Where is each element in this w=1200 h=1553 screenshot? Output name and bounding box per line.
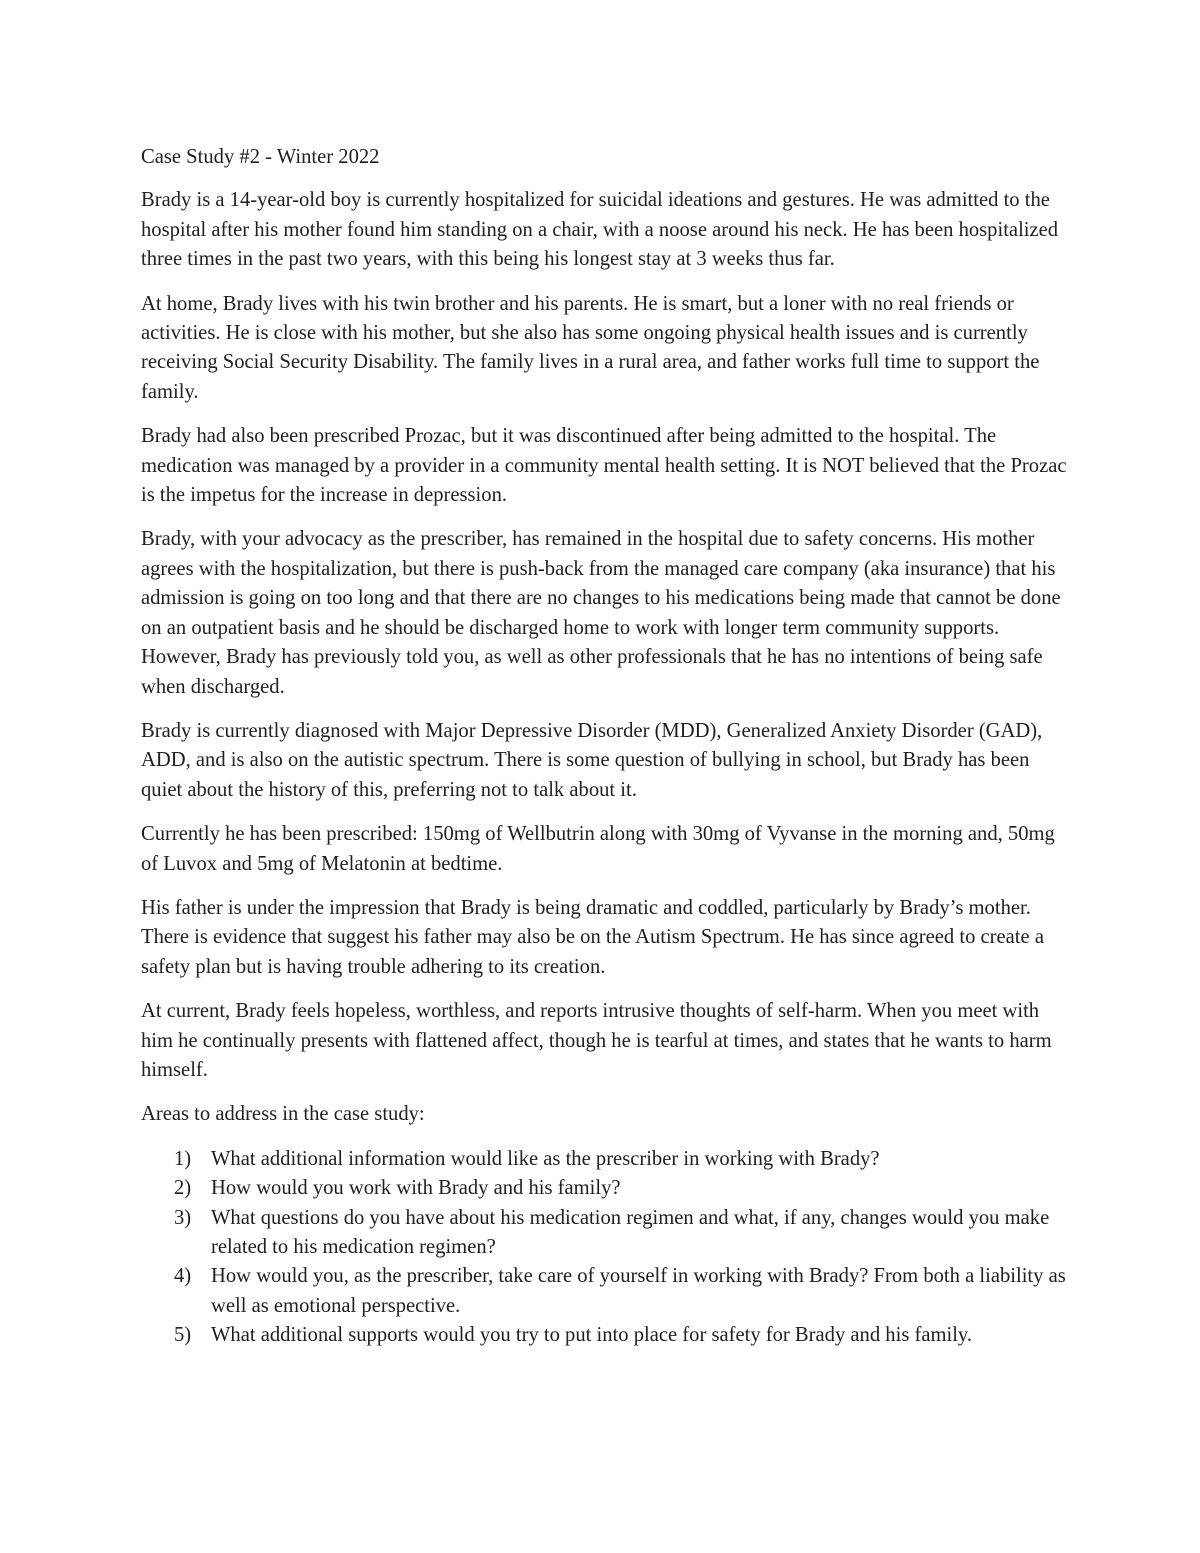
- list-item-number: 4): [174, 1265, 192, 1288]
- areas-heading: Areas to address in the case study:: [141, 1103, 425, 1126]
- question-list: [141, 1145, 1071, 1351]
- paragraph-admission: Brady is a 14-year-old boy is currently hospitalized for suicidal ideations and gestures. He was admitted to the hospital after his mother found him standing on a chair, with a noose around his neck. He has been hospitalized three times in the past two years, with this being his longest stay at 3 weeks thus far.: [141, 189, 1059, 271]
- list-item-number: 1): [174, 1147, 192, 1170]
- paragraph-father: His father is under the impression that Brady is being dramatic and coddled, particularly by Brady’s mother. There is evidence that suggest his father may also be on the Autism Spectrum. He has since agreed to create a safety plan but is having trouble adhering to its creation.: [141, 896, 1044, 978]
- list-item-text: What additional supports would you try to put into place for safety for Brady and his family.: [211, 1324, 973, 1347]
- list-item-text: How would you work with Brady and his family?: [211, 1177, 621, 1200]
- paragraph-prozac: Brady had also been prescribed Prozac, but it was discontinued after being admitted to the hospital. The medication was managed by a provider in a community mental health setting. It is NOT believed that the Prozac is the impetus for the increase in depression.: [141, 425, 1067, 507]
- list-item: [141, 1145, 1071, 1174]
- list-item-number: 3): [174, 1206, 192, 1229]
- list-item: [141, 1174, 1071, 1203]
- list-item-text: What additional information would like as the prescriber in working with Brady?: [211, 1147, 880, 1170]
- list-item-text: How would you, as the prescriber, take care of yourself in working with Brady? From both a liability as well as emotional perspective.: [211, 1265, 1066, 1317]
- paragraph-current-status: At current, Brady feels hopeless, worthless, and reports intrusive thoughts of self-harm. When you meet with him he continually presents with flattened affect, though he is tearful at times, and states that he wants to harm himself.: [141, 1000, 1052, 1081]
- paragraph-diagnoses: Brady is currently diagnosed with Major Depressive Disorder (MDD), Generalized Anxiety Disorder (GAD), ADD, and is also on the autistic spectrum. There is some question of bullying in school, but Brady has been quiet about the history of this, preferring not to talk about it.: [141, 719, 1043, 801]
- list-item: [141, 1204, 1071, 1263]
- paragraph-home-life: At home, Brady lives with his twin brother and his parents. He is smart, but a loner with no real friends or activities. He is close with his mother, but she also has some ongoing physical health issues and is currently receiving Social Security Disability. The family lives in a rural area, and father works full time to support the family.: [141, 292, 1040, 403]
- paragraph-medications: Currently he has been prescribed: 150mg of Wellbutrin along with 30mg of Vyvanse in the morning and, 50mg of Luvox and 5mg of Melatonin at bedtime.: [141, 823, 1055, 875]
- document-title: Case Study #2 - Winter 2022: [141, 146, 380, 168]
- list-item-text: What questions do you have about his medication regimen and what, if any, changes would you make related to his medication regimen?: [211, 1206, 1050, 1258]
- list-item-number: 5): [174, 1324, 192, 1347]
- paragraph-hospital-stay: Brady, with your advocacy as the prescriber, has remained in the hospital due to safety concerns. His mother agrees with the hospitalization, but there is push-back from the managed care company (aka insurance) that his admission is going on too long and that there are no changes to his medications being made that cannot be done on an outpatient basis and he should be discharged home to work with longer term community supports. However, Brady has previously told you, as well as other professionals that he has no intentions of being safe when discharged.: [141, 528, 1061, 698]
- list-item: [141, 1321, 1071, 1350]
- list-item-number: 2): [174, 1177, 192, 1200]
- list-item: [141, 1262, 1071, 1321]
- document-body: [141, 143, 1071, 1351]
